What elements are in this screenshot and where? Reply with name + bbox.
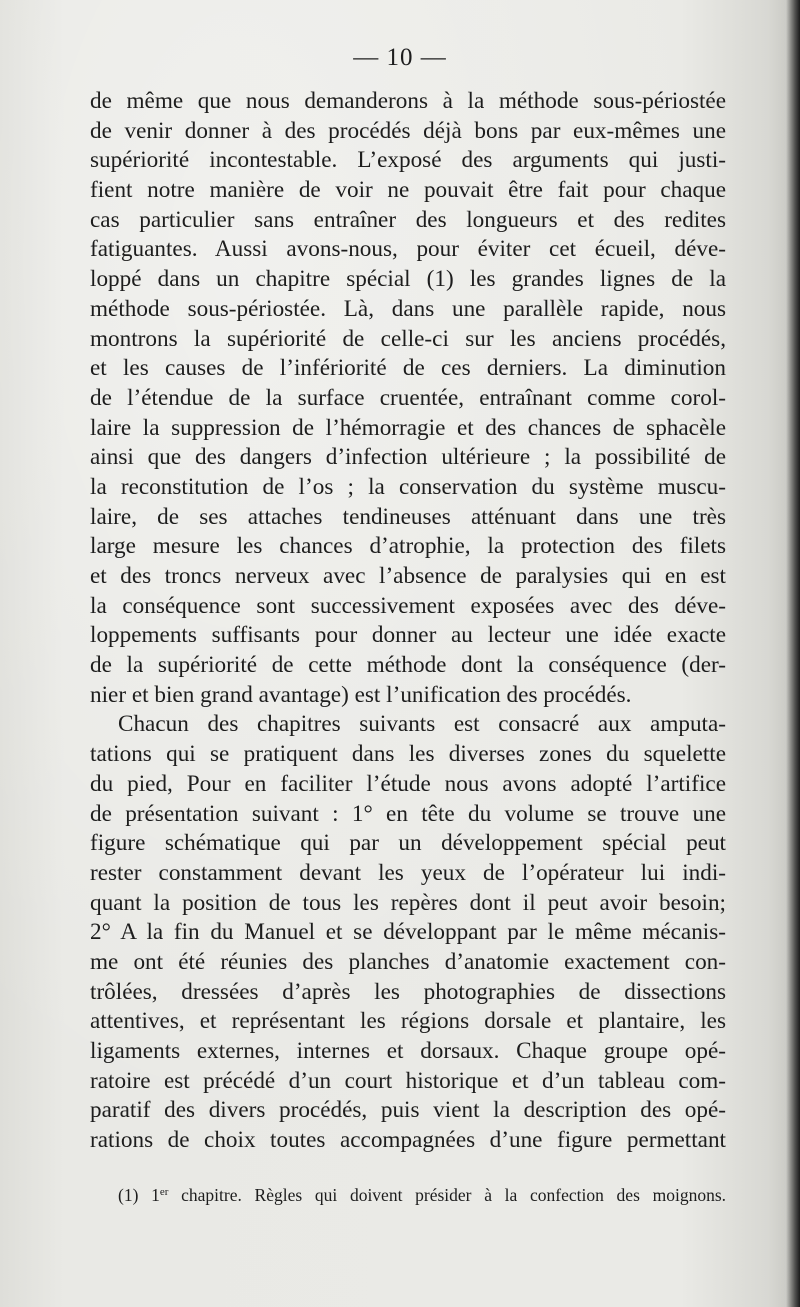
text-line: laire la suppression de l’hémorragie et des chances de sphacèle (90, 414, 726, 441)
body-text (90, 87, 726, 1156)
text-line: supériorité incontestable. L’exposé des arguments qui justi- (90, 147, 726, 174)
text-line: ainsi que des dangers d’infection ultérieure ; la possibilité de (90, 444, 726, 471)
text-line: de la supériorité de cette méthode dont la conséquence (der- (90, 652, 726, 679)
page-number: — 10 — (353, 44, 447, 71)
text-line: fatiguantes. Aussi avons-nous, pour éviter cet écueil, déve- (90, 236, 726, 263)
text-line: ratoire est précédé d’un court historique et d’un tableau com- (90, 1067, 726, 1094)
page-edge-shadow (786, 0, 800, 1307)
text-line: laire, de ses attaches tendineuses atténuant dans une très (90, 503, 726, 530)
text-line: loppements suffisants pour donner au lecteur une idée exacte (90, 622, 726, 649)
text-line: 2° A la fin du Manuel et se développant par le même mécanis- (90, 919, 726, 946)
footnote-marker: (1) 1 (118, 1185, 160, 1205)
footnote-text: chapitre. Règles qui doivent présider à la confection des moignons. (168, 1185, 726, 1205)
text-line: figure schématique qui par un développement spécial peut (90, 830, 726, 857)
footnote-superscript: er (159, 1186, 169, 1198)
text-line: large mesure les chances d’atrophie, la protection des filets (90, 533, 726, 560)
text-line: quant la position de tous les repères dont il peut avoir besoin; (90, 889, 726, 916)
text-line: et les causes de l’infériorité de ces derniers. La diminution (90, 355, 726, 382)
text-line: loppé dans un chapitre spécial (1) les grandes lignes de la (90, 266, 726, 293)
text-line: cas particulier sans entraîner des longueurs et des redites (90, 206, 726, 233)
paragraph-end-line: nier et bien grand avantage) est l’unification des procédés. (90, 681, 632, 708)
footnote (118, 1180, 726, 1207)
text-line: méthode sous-périostée. Là, dans une parallèle rapide, nous (90, 295, 726, 322)
text-line: fient notre manière de voir ne pouvait être fait pour chaque (90, 177, 726, 204)
text-line: et des troncs nerveux avec l’absence de paralysies qui en est (90, 563, 726, 589)
text-line: de présentation suivant : 1° en tête du volume se trouve une (90, 800, 726, 827)
text-line: tations qui se pratiquent dans les diverses zones du squelette (90, 741, 726, 768)
text-line: de venir donner à des procédés déjà bons par eux-mêmes une (90, 117, 726, 144)
text-line: du pied, Pour en faciliter l’étude nous avons adopté l’artifice (90, 770, 726, 797)
text-line: ligaments externes, internes et dorsaux. Chaque groupe opé- (90, 1038, 726, 1064)
text-line: de l’étendue de la surface cruentée, entraînant comme corol- (90, 384, 726, 411)
text-line: attentives, et représentant les régions dorsale et plantaire, les (90, 1008, 726, 1035)
text-line: la conséquence sont successivement exposées avec des déve- (90, 592, 726, 619)
text-line: rations de choix toutes accompagnées d’une figure permettant (90, 1127, 726, 1154)
text-line: la reconstitution de l’os ; la conservation du système muscu- (90, 473, 726, 500)
text-line: me ont été réunies des planches d’anatomie exactement con- (90, 948, 726, 975)
text-line: rester constamment devant les yeux de l’opérateur lui indi- (90, 859, 726, 886)
text-line: trôlées, dressées d’après les photographies de dissections (90, 978, 726, 1005)
text-line: montrons la supériorité de celle-ci sur les anciens procédés, (90, 325, 726, 352)
paragraph-start-line: Chacun des chapitres suivants est consacré aux amputa- (118, 711, 726, 738)
text-line: paratif des divers procédés, puis vient la description des opé- (90, 1097, 726, 1124)
text-line: de même que nous demanderons à la méthode sous-périostée (90, 88, 726, 114)
